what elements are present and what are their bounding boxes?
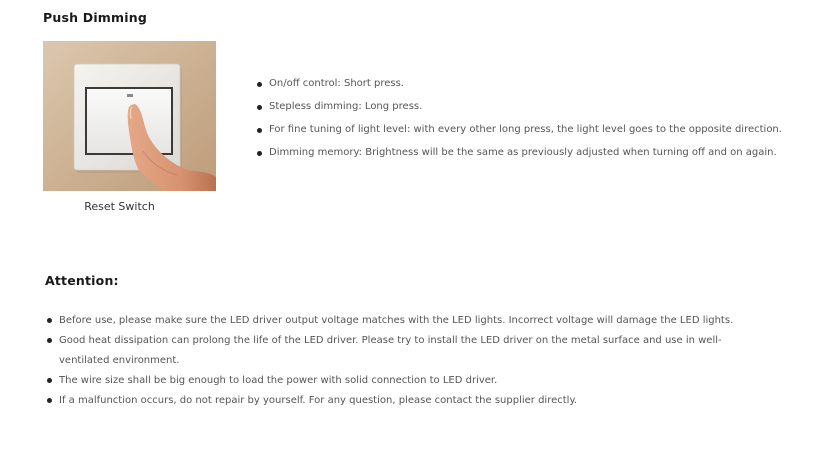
list-item: On/off control: Short press.: [269, 75, 782, 98]
push-dimming-feature-list: [269, 75, 782, 167]
list-item: Good heat dissipation can prolong the life of the LED driver. Please try to install the LED driver on the metal surface and use in well-ventilated environment.: [59, 331, 759, 371]
attention-heading: Attention:: [45, 273, 119, 288]
attention-list: [59, 311, 759, 411]
reset-switch-caption: Reset Switch: [84, 200, 155, 213]
list-item: The wire size shall be big enough to load the power with solid connection to LED driver.: [59, 371, 759, 391]
list-item: Dimming memory: Brightness will be the same as previously adjusted when turning off and on again.: [269, 144, 782, 167]
list-item: Before use, please make sure the LED driver output voltage matches with the LED lights. Incorrect voltage will damage the LED lights.: [59, 311, 759, 331]
list-item: For fine tuning of light level: with every other long press, the light level goes to the opposite direction.: [269, 121, 782, 144]
push-dimming-heading: Push Dimming: [43, 10, 147, 25]
list-item: If a malfunction occurs, do not repair by yourself. For any question, please contact the supplier directly.: [59, 391, 759, 411]
list-item: Stepless dimming: Long press.: [269, 98, 782, 121]
reset-switch-photo: [43, 41, 216, 191]
